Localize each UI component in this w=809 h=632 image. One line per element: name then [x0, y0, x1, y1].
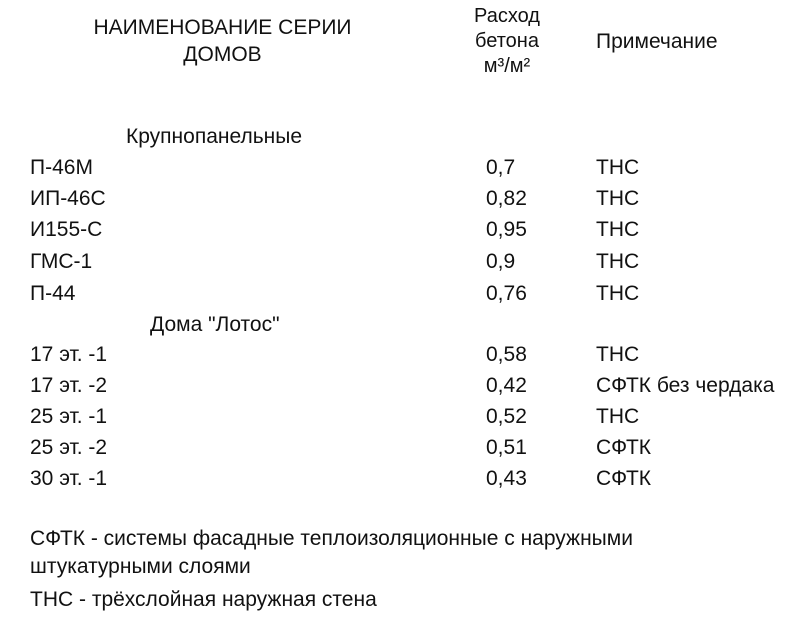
header-series-name-line1: НАИМЕНОВАНИЕ СЕРИИ: [93, 16, 352, 39]
header-series-name-line2: ДОМОВ: [183, 43, 262, 66]
table-row: [0, 436, 809, 466]
header-concrete-unit: м³/м²: [483, 55, 531, 77]
row-note: СФТК без чердака: [596, 374, 775, 397]
table-row: [0, 156, 809, 186]
row-series-name: 25 эт. -2: [30, 436, 108, 459]
row-series-name: 25 эт. -1: [30, 405, 108, 428]
row-concrete-value: 0,51: [486, 436, 527, 459]
row-series-name: ИП-46С: [30, 187, 106, 210]
row-series-name: 17 эт. -1: [30, 343, 108, 366]
table-row: [0, 405, 809, 435]
footnote-tns: ТНС - трёхслойная наружная стена: [30, 588, 377, 611]
header-concrete-consumption: [458, 4, 556, 79]
table-row: [0, 374, 809, 404]
row-note: ТНС: [596, 250, 640, 273]
row-note: СФТК: [596, 436, 652, 459]
row-series-name: И155-С: [30, 218, 103, 241]
row-concrete-value: 0,7: [486, 156, 516, 179]
section-title-lotos: Дома "Лотос": [150, 313, 280, 336]
row-series-name: ГМС-1: [30, 250, 93, 273]
row-note: ТНС: [596, 405, 640, 428]
row-note: ТНС: [596, 187, 640, 210]
row-note: ТНС: [596, 282, 640, 305]
footnote-sftk-line2: штукатурными слоями: [30, 555, 251, 578]
header-note: Примечание: [596, 30, 718, 53]
row-concrete-value: 0,76: [486, 282, 527, 305]
table-row: [0, 187, 809, 217]
row-note: ТНС: [596, 218, 640, 241]
header-concrete-line1: Расход: [474, 5, 540, 27]
row-concrete-value: 0,52: [486, 405, 527, 428]
row-series-name: 17 эт. -2: [30, 374, 108, 397]
table-row: [0, 250, 809, 280]
row-series-name: П-44: [30, 282, 76, 305]
footnote-sftk-line1: СФТК - системы фасадные теплоизоляционные с наружными: [30, 527, 633, 550]
row-note: ТНС: [596, 156, 640, 179]
row-concrete-value: 0,43: [486, 467, 527, 490]
table-row: [0, 467, 809, 497]
table-row: [0, 282, 809, 312]
row-concrete-value: 0,95: [486, 218, 527, 241]
row-note: ТНС: [596, 343, 640, 366]
row-series-name: 30 эт. -1: [30, 467, 108, 490]
row-concrete-value: 0,9: [486, 250, 516, 273]
table-row: [0, 218, 809, 248]
row-concrete-value: 0,58: [486, 343, 527, 366]
section-title-large-panel: Крупнопанельные: [126, 125, 303, 148]
row-concrete-value: 0,82: [486, 187, 527, 210]
table-row: [0, 343, 809, 373]
row-series-name: П-46М: [30, 156, 93, 179]
row-concrete-value: 0,42: [486, 374, 527, 397]
row-note: СФТК: [596, 467, 652, 490]
header-concrete-line2: бетона: [475, 30, 539, 52]
header-series-name: [40, 14, 405, 68]
